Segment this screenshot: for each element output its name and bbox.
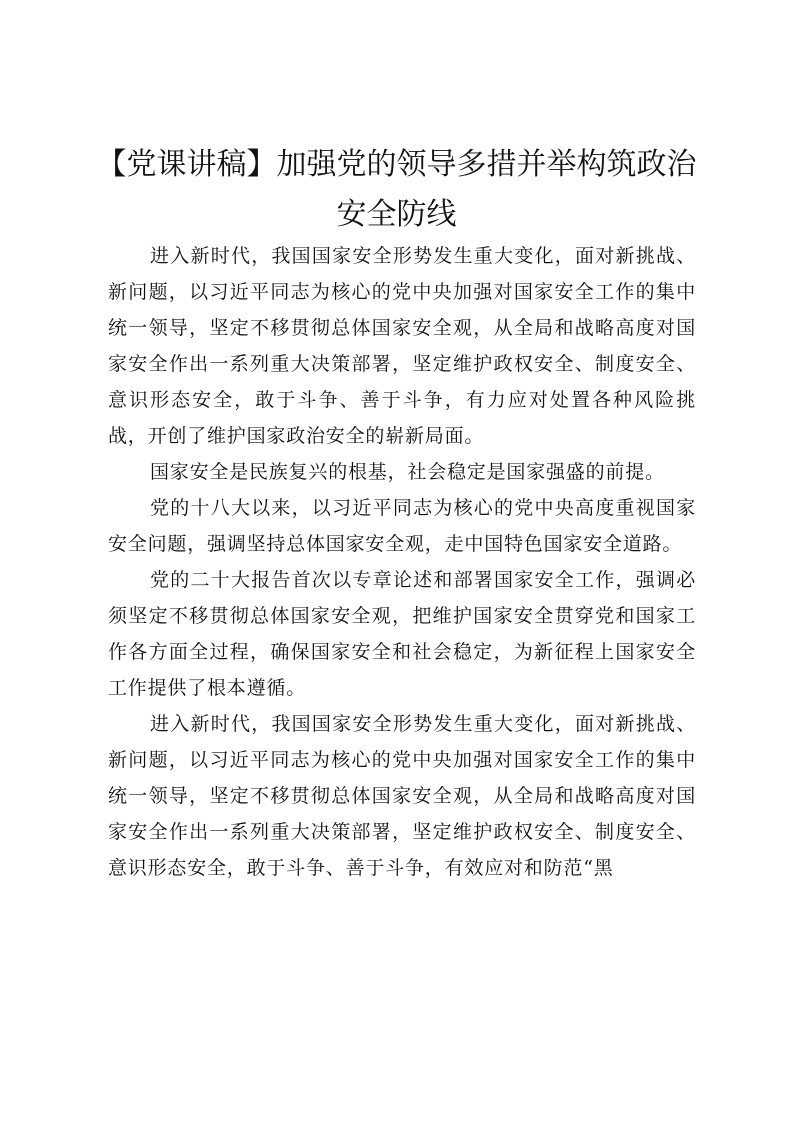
document-body	[108, 238, 696, 886]
paragraph-4: 党的二十大报告首次以专章论述和部署国家安全工作，强调必须坚定不移贯彻总体国家安全观，把维护国家安全贯穿党和国家工作各方面全过程，确保国家安全和社会稳定，为新征程上国家安全工作提供了根本遵循。	[108, 569, 696, 699]
document-title: 【党课讲稿】加强党的领导多措并举构筑政治安全防线	[96, 147, 697, 232]
paragraph-2: 国家安全是民族复兴的根基，社会稳定是国家强盛的前提。	[150, 461, 665, 483]
paragraph-3: 党的十八大以来，以习近平同志为核心的党中央高度重视国家安全问题，强调坚持总体国家安全观，走中国特色国家安全道路。	[108, 497, 696, 555]
paragraph-1: 进入新时代，我国国家安全形势发生重大变化，面对新挑战、新问题，以习近平同志为核心的党中央加强对国家安全工作的集中统一领导，坚定不移贯彻总体国家安全观，从全局和战略高度对国家安全作出一系列重大决策部署，坚定维护政权安全、制度安全、意识形态安全，敢于斗争、善于斗争，有力应对处置各种风险挑战，开创了维护国家政治安全的崭新局面。	[108, 245, 696, 447]
paragraph-5: 进入新时代，我国国家安全形势发生重大变化，面对新挑战、新问题，以习近平同志为核心的党中央加强对国家安全工作的集中统一领导，坚定不移贯彻总体国家安全观，从全局和战略高度对国家安全作出一系列重大决策部署，坚定维护政权安全、制度安全、意识形态安全，敢于斗争、善于斗争，有效应对和防范“黑	[108, 713, 696, 879]
